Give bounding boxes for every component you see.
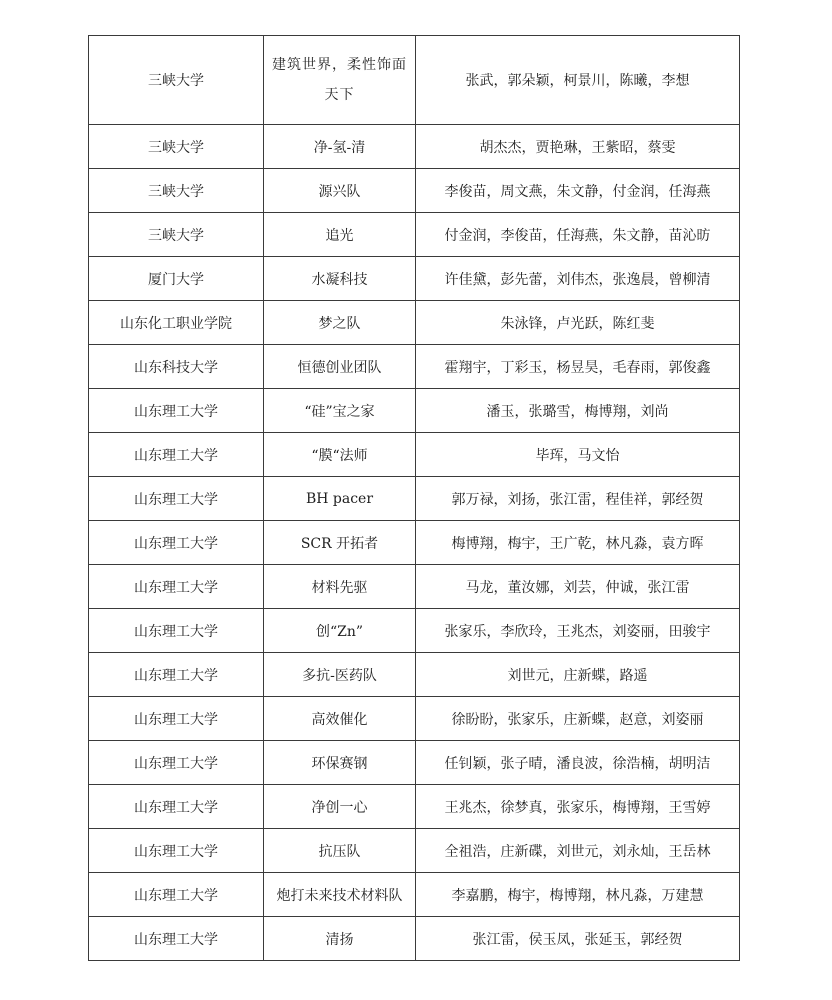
table-row xyxy=(89,741,740,785)
members-cell: 毕珲，马文怡 xyxy=(416,433,740,477)
team-cell: 清扬 xyxy=(264,917,416,961)
members-cell: 全祖浩，庄新碟，刘世元，刘永灿，王岳林 xyxy=(416,829,740,873)
team-cell: 净创一心 xyxy=(264,785,416,829)
table-row xyxy=(89,213,740,257)
members-cell: 许佳黛，彭先蕾，刘伟杰，张逸晨，曾柳清 xyxy=(416,257,740,301)
table-row xyxy=(89,433,740,477)
members-cell: 张武，郭朵颖，柯景川，陈曦，李想 xyxy=(416,36,740,125)
team-cell: 净-氢-清 xyxy=(264,125,416,169)
school-cell: 三峡大学 xyxy=(89,213,264,257)
members-cell: 郭万禄，刘扬，张江雷，程佳祥，郭经贺 xyxy=(416,477,740,521)
members-cell: 李俊苗，周文燕，朱文静，付金润，任海燕 xyxy=(416,169,740,213)
school-cell: 厦门大学 xyxy=(89,257,264,301)
table-row xyxy=(89,169,740,213)
members-cell: 张江雷，侯玉凤，张延玉，郭经贺 xyxy=(416,917,740,961)
table-row xyxy=(89,565,740,609)
school-cell: 山东理工大学 xyxy=(89,785,264,829)
table-row xyxy=(89,36,740,125)
team-cell: 材料先驱 xyxy=(264,565,416,609)
team-cell: 源兴队 xyxy=(264,169,416,213)
team-cell: BH pacer xyxy=(264,477,416,521)
team-cell: 抗压队 xyxy=(264,829,416,873)
school-cell: 三峡大学 xyxy=(89,169,264,213)
school-cell: 山东理工大学 xyxy=(89,873,264,917)
members-cell: 潘玉，张璐雪，梅博翔，刘尚 xyxy=(416,389,740,433)
team-cell: 梦之队 xyxy=(264,301,416,345)
school-cell: 山东理工大学 xyxy=(89,521,264,565)
members-cell: 徐盼盼，张家乐，庄新蝶，赵意，刘姿丽 xyxy=(416,697,740,741)
team-cell: 创“Zn” xyxy=(264,609,416,653)
table-row xyxy=(89,477,740,521)
table-row xyxy=(89,609,740,653)
team-cell: 环保赛钢 xyxy=(264,741,416,785)
school-cell: 山东理工大学 xyxy=(89,741,264,785)
table-row xyxy=(89,785,740,829)
school-cell: 山东理工大学 xyxy=(89,653,264,697)
school-cell: 山东理工大学 xyxy=(89,433,264,477)
table-row xyxy=(89,125,740,169)
school-cell: 山东理工大学 xyxy=(89,477,264,521)
table-body xyxy=(89,36,740,961)
team-roster-table xyxy=(88,35,740,961)
team-cell: 高效催化 xyxy=(264,697,416,741)
team-cell: SCR 开拓者 xyxy=(264,521,416,565)
school-cell: 山东理工大学 xyxy=(89,565,264,609)
members-cell: 胡杰杰，贾艳琳，王紫昭，蔡雯 xyxy=(416,125,740,169)
team-cell: 追光 xyxy=(264,213,416,257)
members-cell: 付金润，李俊苗，任海燕，朱文静，苗沁昉 xyxy=(416,213,740,257)
table-row xyxy=(89,389,740,433)
members-cell: 张家乐，李欣玲，王兆杰，刘姿丽，田骏宇 xyxy=(416,609,740,653)
members-cell: 王兆杰，徐梦真，张家乐，梅博翔，王雪婷 xyxy=(416,785,740,829)
team-cell: 水凝科技 xyxy=(264,257,416,301)
table-row xyxy=(89,301,740,345)
table-row xyxy=(89,829,740,873)
table-row xyxy=(89,917,740,961)
table-row xyxy=(89,697,740,741)
team-cell: 炮打未来技术材料队 xyxy=(264,873,416,917)
school-cell: 三峡大学 xyxy=(89,36,264,125)
team-cell: 多抗-医药队 xyxy=(264,653,416,697)
members-cell: 朱泳锋，卢光跃，陈红斐 xyxy=(416,301,740,345)
team-cell: 建筑世界，柔性饰面天下 xyxy=(264,36,416,125)
members-cell: 李嘉鹏，梅宇，梅博翔，林凡淼，万建慧 xyxy=(416,873,740,917)
table-row xyxy=(89,873,740,917)
table-row xyxy=(89,345,740,389)
members-cell: 梅博翔，梅宇，王广乾，林凡淼，袁方晖 xyxy=(416,521,740,565)
team-cell: “硅”宝之家 xyxy=(264,389,416,433)
school-cell: 山东理工大学 xyxy=(89,389,264,433)
members-cell: 任钊颖，张子晴，潘良波，徐浩楠，胡明洁 xyxy=(416,741,740,785)
members-cell: 马龙，董汝娜，刘芸，仲诚，张江雷 xyxy=(416,565,740,609)
school-cell: 山东理工大学 xyxy=(89,829,264,873)
table-row xyxy=(89,521,740,565)
team-cell: “膜“法师 xyxy=(264,433,416,477)
school-cell: 山东科技大学 xyxy=(89,345,264,389)
school-cell: 山东理工大学 xyxy=(89,609,264,653)
school-cell: 山东化工职业学院 xyxy=(89,301,264,345)
school-cell: 山东理工大学 xyxy=(89,917,264,961)
school-cell: 三峡大学 xyxy=(89,125,264,169)
members-cell: 刘世元，庄新蝶，路遥 xyxy=(416,653,740,697)
table-row xyxy=(89,257,740,301)
members-cell: 霍翔宇，丁彩玉，杨昱昊，毛春雨，郭俊鑫 xyxy=(416,345,740,389)
table-row xyxy=(89,653,740,697)
school-cell: 山东理工大学 xyxy=(89,697,264,741)
team-cell: 恒德创业团队 xyxy=(264,345,416,389)
